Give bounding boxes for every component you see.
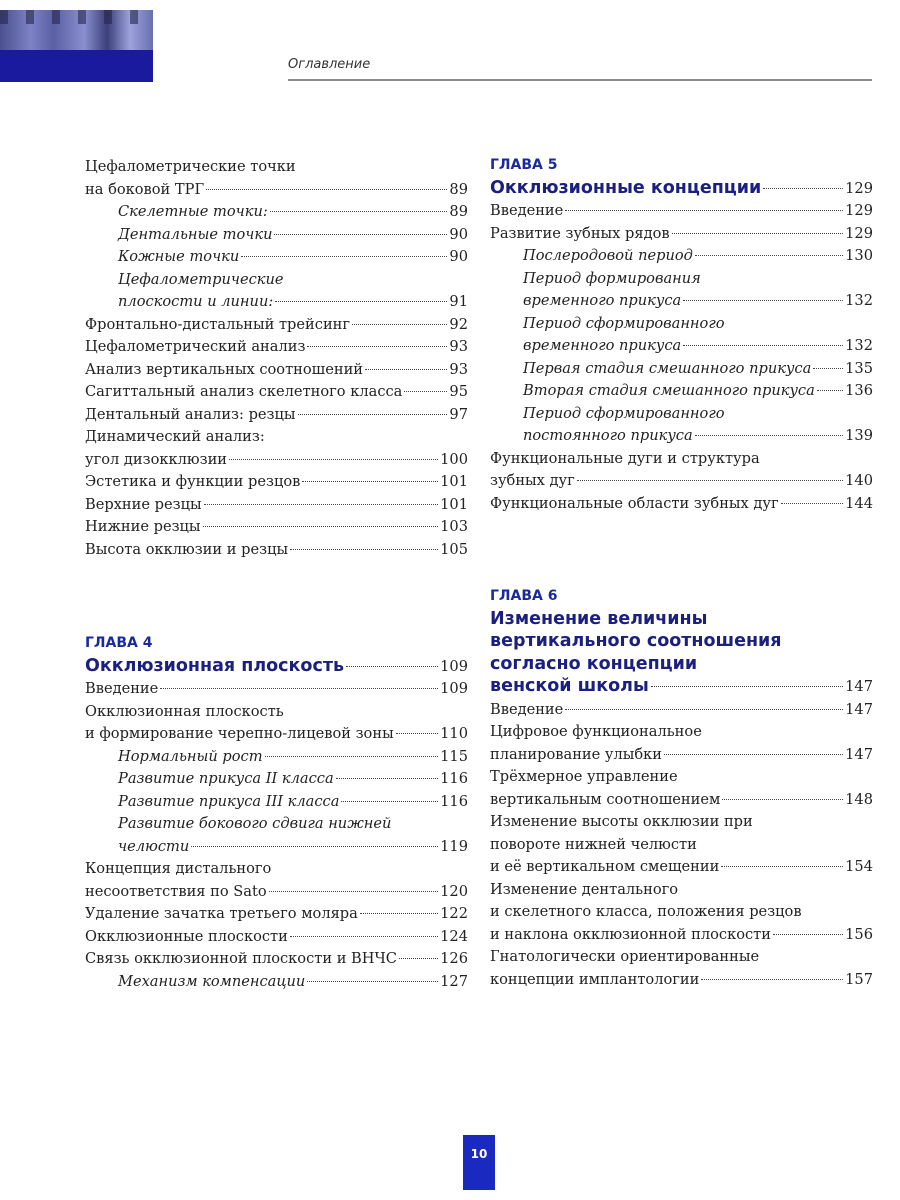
dot-leader <box>269 891 438 892</box>
toc-entry-line <box>85 768 468 791</box>
dot-leader <box>290 549 438 550</box>
dot-leader <box>341 801 438 802</box>
dot-leader <box>781 503 844 504</box>
toc-entry-text: Цефалометрические точки <box>85 158 296 175</box>
toc-entry-text: Скелетные точки: <box>118 203 268 220</box>
toc-entry <box>490 699 873 722</box>
dot-leader <box>701 979 843 980</box>
dot-leader <box>275 301 447 302</box>
dot-leader <box>274 234 447 235</box>
toc-entry-text: Первая стадия смешанного прикуса <box>523 359 812 377</box>
dot-leader <box>721 866 843 867</box>
toc-entry-text: Вторая стадия смешанного прикуса <box>523 382 815 399</box>
toc-page-number: 91 <box>449 293 468 310</box>
toc-page-number: 92 <box>449 315 468 333</box>
toc-entry-line <box>85 926 468 949</box>
toc-entry <box>490 223 873 246</box>
toc-entry-line <box>85 404 468 427</box>
toc-entry-line <box>85 903 468 926</box>
toc-entry-line <box>85 471 468 494</box>
toc-page-number: 100 <box>440 450 468 468</box>
dot-leader <box>773 934 843 935</box>
chapter-page-number: 109 <box>440 657 468 675</box>
toc-page-number: 157 <box>845 970 873 988</box>
toc-entry <box>490 313 873 358</box>
dot-leader <box>191 846 438 847</box>
toc-entry-line <box>85 156 468 179</box>
toc-entry-line <box>490 879 873 902</box>
toc-entry <box>85 156 468 201</box>
toc-entry <box>85 516 468 539</box>
chapter-title-line <box>490 675 873 699</box>
chapter-title-line <box>490 630 873 653</box>
toc-entry-line <box>85 701 468 724</box>
toc-entry <box>85 404 468 427</box>
toc-page-number: 135 <box>845 359 873 377</box>
toc-entry-text: Развитие прикуса II класса <box>118 770 334 787</box>
toc-entry-text: Развитие бокового сдвига нижней <box>118 815 392 832</box>
toc-left-top <box>85 156 468 561</box>
toc-entry <box>490 448 873 493</box>
toc-entry-line <box>490 834 873 857</box>
toc-page-number: 132 <box>845 292 873 309</box>
toc-entry-line <box>490 245 873 268</box>
toc-entry-line <box>85 971 468 994</box>
toc-entry-text: Период сформированного <box>523 404 725 422</box>
dot-leader <box>265 756 439 757</box>
toc-entry-text: концепции имплантологии <box>490 970 700 988</box>
toc-entry <box>85 813 468 858</box>
toc-entry <box>85 359 468 382</box>
toc-page-number: 101 <box>440 495 468 513</box>
toc-entry-line <box>85 314 468 337</box>
toc-page-number: 93 <box>449 338 468 355</box>
dot-leader <box>683 345 843 346</box>
toc-entry <box>490 493 873 516</box>
toc-entry-line <box>490 268 873 291</box>
toc-entry-text: Изменение дентального <box>490 880 679 898</box>
toc-entry-text: Удаление зачатка третьего моляра <box>85 905 358 922</box>
dot-leader <box>270 211 448 212</box>
chapter-label: ГЛАВА 4 <box>85 635 153 651</box>
toc-entry-line <box>85 336 468 359</box>
toc-entry <box>85 858 468 903</box>
toc-entry-line <box>85 449 468 472</box>
chapter-title-text: Окклюзионные концепции <box>490 177 762 198</box>
toc-entry <box>490 766 873 811</box>
toc-entry <box>490 879 873 947</box>
toc-entry-line <box>490 448 873 471</box>
toc-page-number: 154 <box>845 858 873 875</box>
dot-leader <box>404 391 447 392</box>
toc-chapter-6 <box>490 585 873 991</box>
toc-page-number: 101 <box>440 473 468 490</box>
dot-leader <box>695 435 843 436</box>
dot-leader <box>577 480 843 481</box>
toc-entry-line <box>490 789 873 812</box>
toc-page-number: 90 <box>449 225 468 243</box>
toc-entry-line <box>85 179 468 202</box>
toc-entry-line <box>490 811 873 834</box>
toc-entry <box>490 200 873 223</box>
dot-leader <box>396 733 438 734</box>
toc-entry-line <box>85 948 468 971</box>
toc-entry-text: Окклюзионные плоскости <box>85 927 288 945</box>
toc-page-number: 129 <box>845 202 873 219</box>
toc-entry-line <box>85 723 468 746</box>
toc-entry-text: угол дизокклюзии <box>85 450 228 468</box>
toc-entry-text: Дентальный анализ: резцы <box>85 405 296 423</box>
toc-entry-text: плоскости и линии: <box>118 293 274 310</box>
toc-entry-text: и её вертикальном смещении <box>490 858 720 875</box>
toc-entry-text: Сагиттальный анализ скелетного класса <box>85 383 403 400</box>
toc-entry-line <box>85 269 468 292</box>
toc-entry-line <box>490 493 873 516</box>
dot-leader <box>651 686 843 687</box>
dot-leader <box>206 189 447 190</box>
dot-leader <box>565 709 843 710</box>
chapter-title-line <box>490 653 873 676</box>
toc-entry <box>490 946 873 991</box>
header-color-bar <box>0 50 153 82</box>
toc-entry-text: Развитие прикуса III класса <box>118 792 340 810</box>
chapter-page-number: 147 <box>845 678 873 695</box>
toc-entry-text: постоянного прикуса <box>523 427 693 444</box>
toc-page-number: 130 <box>845 247 873 264</box>
toc-chapter-4 <box>85 632 468 993</box>
toc-page-number: 110 <box>440 725 468 742</box>
toc-entry-text: зубных дуг <box>490 472 575 489</box>
chapter-title-line <box>490 177 873 201</box>
toc-entry-line <box>490 403 873 426</box>
toc-entry <box>85 494 468 517</box>
toc-entry-text: Послеродовой период <box>523 247 693 264</box>
toc-entry <box>490 380 873 403</box>
dot-leader <box>241 256 447 257</box>
toc-page-number: 156 <box>845 925 873 943</box>
toc-page-number: 147 <box>845 745 873 763</box>
dot-leader <box>203 526 439 527</box>
dot-leader <box>817 390 843 391</box>
toc-entry-text: Окклюзионная плоскость <box>85 702 284 720</box>
chapter-title-line <box>85 655 468 679</box>
toc-entry <box>490 721 873 766</box>
toc-entry-text: планирование улыбки <box>490 745 663 763</box>
toc-entry <box>85 471 468 494</box>
dot-leader <box>346 666 438 667</box>
dot-leader <box>336 778 438 779</box>
toc-page-number: 120 <box>440 882 468 900</box>
toc-entry-line <box>490 358 873 381</box>
toc-entry-line <box>85 516 468 539</box>
toc-entry-line <box>490 721 873 744</box>
toc-entry <box>85 971 468 994</box>
dot-leader <box>399 958 438 959</box>
toc-entry-text: Функциональные области зубных дуг <box>490 494 779 512</box>
chapter-title-line <box>490 608 873 631</box>
toc-chapter-5 <box>490 154 873 515</box>
toc-entry-line <box>490 901 873 924</box>
dot-leader <box>352 324 447 325</box>
toc-entry-text: челюсти <box>118 837 190 855</box>
toc-entry-line <box>85 539 468 562</box>
toc-entry <box>85 314 468 337</box>
toc-entry-line <box>85 678 468 701</box>
toc-page-number: 139 <box>845 427 873 444</box>
toc-entry-text: вертикальным соотношением <box>490 790 721 808</box>
toc-entry-text: Введение <box>490 700 564 718</box>
toc-entry-line <box>490 335 873 358</box>
toc-entry-text: Период сформированного <box>523 314 725 332</box>
toc-page-number: 93 <box>449 360 468 378</box>
toc-entry-text: Период формирования <box>523 269 701 287</box>
toc-page-number: 95 <box>449 383 468 400</box>
toc-entry-line <box>85 246 468 269</box>
toc-entry <box>85 201 468 224</box>
toc-entry-line <box>85 813 468 836</box>
toc-page-number: 144 <box>845 494 873 512</box>
toc-page-number: 129 <box>845 224 873 242</box>
chapter-title-text: согласно концепции <box>490 653 698 674</box>
toc-entry-line <box>490 699 873 722</box>
toc-entry-text: временного прикуса <box>523 337 682 354</box>
toc-entry-text: Анализ вертикальных соотношений <box>85 360 364 378</box>
toc-entry <box>85 269 468 314</box>
dot-leader <box>229 459 438 460</box>
toc-entry <box>85 678 468 701</box>
toc-entry-text: Концепция дистального <box>85 860 272 877</box>
dot-leader <box>307 981 438 982</box>
toc-entry-line <box>85 836 468 859</box>
dot-leader <box>695 255 843 256</box>
toc-entry-text: и наклона окклюзионной плоскости <box>490 925 771 943</box>
toc-page-number: 119 <box>440 837 468 855</box>
header-teeth-photo <box>0 10 153 50</box>
toc-entry <box>85 224 468 247</box>
toc-entry <box>85 903 468 926</box>
toc-entry <box>490 811 873 879</box>
toc-entry-line <box>490 200 873 223</box>
toc-page-number: 115 <box>440 747 468 765</box>
chapter-title-text: венской школы <box>490 676 649 696</box>
toc-page-number: 148 <box>845 790 873 808</box>
toc-entry-line <box>85 494 468 517</box>
toc-entry-line <box>85 426 468 449</box>
toc-page-number: 147 <box>845 700 873 718</box>
toc-entry-text: Механизм компенсации <box>118 972 306 990</box>
toc-entry-line <box>85 201 468 224</box>
toc-entry-line <box>490 290 873 313</box>
toc-entry-line <box>490 856 873 879</box>
toc-page-number: 127 <box>440 972 468 990</box>
toc-entry <box>85 381 468 404</box>
dot-leader <box>204 504 439 505</box>
toc-entry-text: Цефалометрические <box>118 270 284 288</box>
chapter-title-text: вертикального соотношения <box>490 631 782 651</box>
toc-entry <box>85 701 468 746</box>
toc-entry-text: Фронтально-дистальный трейсинг <box>85 315 351 333</box>
toc-entry-line <box>85 881 468 904</box>
toc-entry <box>85 746 468 769</box>
toc-entry-text: Введение <box>85 680 159 697</box>
toc-entry-text: Развитие зубных рядов <box>490 224 670 242</box>
chapter-label: ГЛАВА 5 <box>490 157 558 173</box>
toc-entry-text: Связь окклюзионной плоскости и ВНЧС <box>85 950 397 967</box>
toc-entry-text: Гнатологически ориентированные <box>490 948 760 965</box>
toc-page-number: 97 <box>449 405 468 423</box>
dot-leader <box>763 188 843 189</box>
toc-entry <box>490 268 873 313</box>
toc-entry-line <box>490 766 873 789</box>
dot-leader <box>672 233 844 234</box>
dot-leader <box>365 369 447 370</box>
toc-page-number: 132 <box>845 337 873 354</box>
toc-entry <box>85 246 468 269</box>
toc-page-number: 136 <box>845 382 873 399</box>
chapter-title-text: Изменение величины <box>490 608 708 629</box>
toc-entry-text: Эстетика и функции резцов <box>85 473 301 490</box>
toc-entry-line <box>490 969 873 992</box>
toc-page-number: 103 <box>440 518 468 535</box>
toc-page-number: 89 <box>449 203 468 220</box>
toc-entry <box>85 926 468 949</box>
toc-entry <box>490 403 873 448</box>
toc-entry-text: Цифровое функциональное <box>490 723 702 740</box>
toc-entry-text: повороте нижней челюсти <box>490 835 697 853</box>
toc-entry-text: Динамический анализ: <box>85 428 265 445</box>
chapter-title-text: Окклюзионная плоскость <box>85 655 345 676</box>
toc-entry-line <box>490 924 873 947</box>
toc-entry-line <box>85 791 468 814</box>
toc-entry-text: несоответствия по Sato <box>85 882 267 900</box>
toc-entry-text: Кожные точки <box>118 248 240 265</box>
toc-entry-line <box>85 359 468 382</box>
dot-leader <box>683 300 843 301</box>
toc-entry-text: Высота окклюзии и резцы <box>85 540 289 558</box>
toc-page-number: 116 <box>440 770 468 787</box>
toc-entry-line <box>490 946 873 969</box>
chapter-label: ГЛАВА 6 <box>490 588 558 604</box>
toc-entry <box>490 245 873 268</box>
dot-leader <box>722 799 843 800</box>
toc-entry-line <box>85 381 468 404</box>
toc-page-number: 122 <box>440 905 468 922</box>
toc-entry-text: Изменение высоты окклюзии при <box>490 813 753 830</box>
dot-leader <box>302 481 438 482</box>
toc-entry-text: Цефалометрический анализ <box>85 338 306 355</box>
toc-entry-line <box>490 744 873 767</box>
toc-entry-line <box>490 313 873 336</box>
toc-page-number: 90 <box>449 248 468 265</box>
toc-page-number: 124 <box>440 927 468 945</box>
toc-entry-text: Нормальный рост <box>118 747 263 765</box>
dot-leader <box>290 936 438 937</box>
dot-leader <box>298 414 448 415</box>
chapter-page-number: 129 <box>845 179 873 197</box>
dot-leader <box>813 368 843 369</box>
toc-entry-line <box>490 223 873 246</box>
toc-entry <box>85 426 468 471</box>
toc-page-number: 116 <box>440 792 468 810</box>
toc-entry-text: Нижние резцы <box>85 518 201 535</box>
dot-leader <box>664 754 843 755</box>
toc-entry <box>85 768 468 791</box>
toc-entry-text: Верхние резцы <box>85 495 202 513</box>
toc-entry-text: Функциональные дуги и структура <box>490 449 760 467</box>
toc-page-number: 109 <box>440 680 468 697</box>
toc-entry-line <box>85 224 468 247</box>
toc-entry-text: Трёхмерное управление <box>490 768 678 785</box>
toc-entry-line <box>85 746 468 769</box>
toc-entry-text: Дентальные точки <box>118 225 273 243</box>
dot-leader <box>160 688 438 689</box>
header-rule <box>288 79 872 81</box>
toc-page-number: 126 <box>440 950 468 967</box>
page-number: 10 <box>463 1135 495 1190</box>
toc-entry-line <box>85 291 468 314</box>
toc-entry-line <box>85 858 468 881</box>
toc-entry <box>85 948 468 971</box>
toc-entry-text: и скелетного класса, положения резцов <box>490 903 802 920</box>
dot-leader <box>360 913 438 914</box>
toc-page-number: 89 <box>449 180 468 198</box>
dot-leader <box>307 346 447 347</box>
toc-entry <box>85 336 468 359</box>
toc-page-number: 105 <box>440 540 468 558</box>
dot-leader <box>565 210 843 211</box>
toc-entry-text: и формирование черепно-лицевой зоны <box>85 725 394 742</box>
toc-entry-line <box>490 425 873 448</box>
toc-entry-text: временного прикуса <box>523 292 682 309</box>
toc-entry-line <box>490 380 873 403</box>
toc-entry <box>85 791 468 814</box>
toc-entry <box>490 358 873 381</box>
toc-entry <box>85 539 468 562</box>
toc-entry-text: на боковой ТРГ <box>85 180 205 198</box>
toc-page-number: 140 <box>845 472 873 489</box>
toc-entry-line <box>490 470 873 493</box>
toc-entry-text: Введение <box>490 202 564 219</box>
running-header-title: Оглавление <box>288 57 371 72</box>
